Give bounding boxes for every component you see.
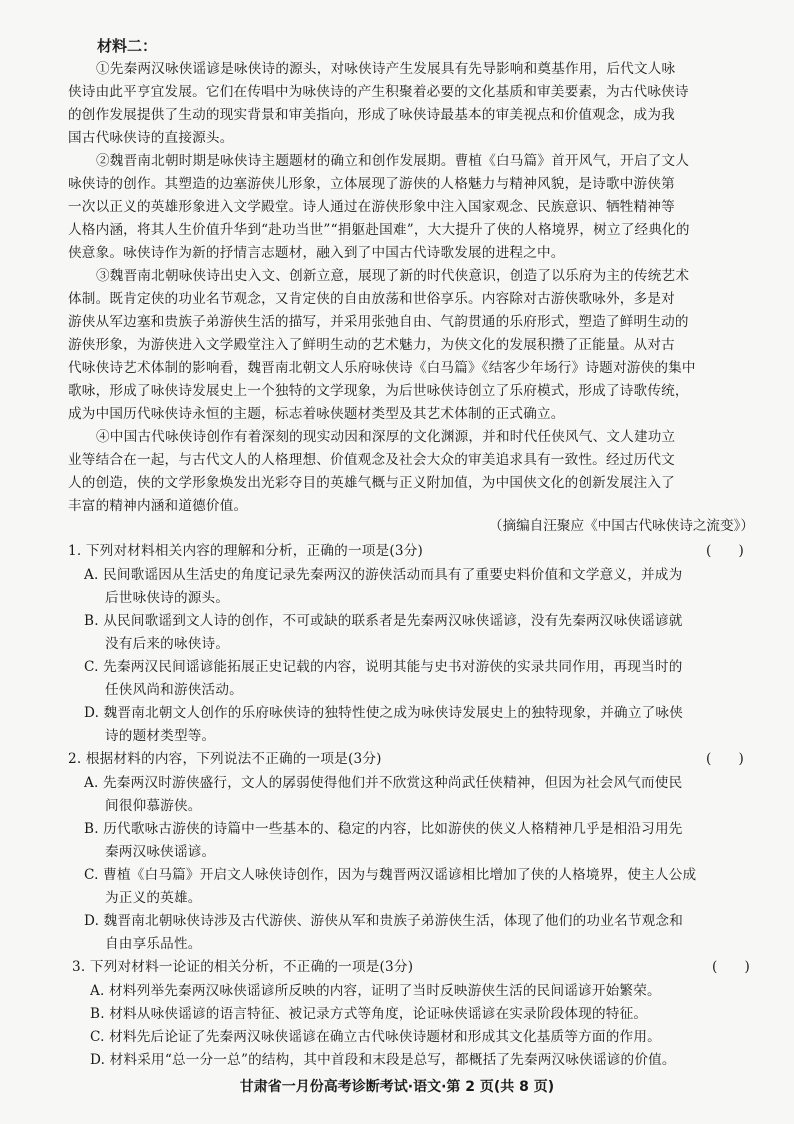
section-title: 材料二： <box>97 37 158 55</box>
paragraph-1-line: ①先秦两汉咏侠谣谚是咏侠诗的源头，对咏侠诗产生发展具有先导影响和奠基作用，后代文人咏 <box>96 61 676 77</box>
paragraph-3-line: 成为中国历代咏侠诗永恒的主题，标志着咏侠题材类型及其艺术体制的正式确立。 <box>68 406 565 422</box>
paragraph-3-line: 代咏侠诗艺术体制的影响看，魏晋南北朝文人乐府咏侠诗《白马篇》《结客少年场行》诗题对游侠的集中 <box>68 360 696 376</box>
paragraph-2-line: 咏侠诗的创作。其塑造的边塞游侠儿形象，立体展现了游侠的人格魅力与精神风貌，是诗歌中游侠第 <box>68 176 675 192</box>
question-3-option-b: B. 材料从咏侠谣谚的语言特征、被记录方式等角度，论证咏侠谣谚在实录阶段体现的特征。 <box>90 1006 648 1022</box>
source-citation: （摘编自汪聚应《中国古代咏侠诗之流变》） <box>488 518 754 534</box>
question-1-answer-blank[interactable]: ( ) <box>706 543 744 559</box>
question-1-option-c-cont: 任侠风尚和游侠活动。 <box>105 682 243 698</box>
paragraph-2-line: 侠意象。咏侠诗作为新的抒情言志题材，融入到了中国古代诗歌发展的进程之中。 <box>68 245 565 261</box>
question-2-stem: 2. 根据材料的内容，下列说法不正确的一项是(3分) <box>68 751 382 767</box>
paragraph-2-line: 一次以正义的英雄形象进入文学殿堂。诗人通过在游侠形象中注入国家观念、民族意识、牺牲精神等 <box>68 199 675 215</box>
question-2-option-c-cont: 为正义的英雄。 <box>105 890 202 906</box>
question-2-option-c: C. 曹植《白马篇》开启文人咏侠诗创作，因为与魏晋两汉谣谚相比增加了侠的人格境界，使主人公成 <box>84 867 697 883</box>
paragraph-1-line: 的创作发展提供了生动的现实背景和审美指向，形成了咏侠诗最基本的审美视点和价值观念，成为我 <box>68 107 675 123</box>
paragraph-4-line: 丰富的精神内涵和道德价值。 <box>68 498 248 514</box>
paragraph-3-line: ③魏晋南北朝咏侠诗出史入文、创新立意，展现了新的时代侠意识，创造了以乐府为主的传统艺术 <box>96 268 690 284</box>
question-2-option-b: B. 历代歌咏古游侠的诗篇中一些基本的、稳定的内容，比如游侠的侠义人格精神几乎是相沿习用先 <box>84 821 683 837</box>
question-2-answer-blank[interactable]: ( ) <box>706 751 744 767</box>
question-1-option-d: D. 魏晋南北朝文人创作的乐府咏侠诗的独特性使之成为咏侠诗发展史上的独特现象，并确立了咏侠 <box>84 705 683 721</box>
question-3-option-c: C. 材料先后论证了先秦两汉咏侠谣谚在确立古代咏侠诗题材和形成其文化基质等方面的作用。 <box>90 1029 661 1045</box>
question-2-option-b-cont: 秦两汉咏侠谣谚。 <box>105 844 216 860</box>
paragraph-3-line: 游侠形象，为游侠进入文学殿堂注入了鲜明生动的艺术魅力，为侠文化的发展积攒了正能量。从对古 <box>68 337 675 353</box>
paragraph-4-line: ④中国古代咏侠诗创作有着深刻的现实动因和深厚的文化渊源，并和时代任侠风气、文人建功立 <box>96 429 676 445</box>
paragraph-2-line: 人格内涵，将其人生价值升华到“赴功当世”“捐躯赴国难”，大大提升了侠的人格境界，树立了经典化的 <box>68 222 690 238</box>
question-2-option-d: D. 魏晋南北朝咏侠诗涉及古代游侠、游侠从军和贵族子弟游侠生活，体现了他们的功业名节观念和 <box>84 913 683 929</box>
paragraph-1-line: 国古代咏侠诗的直接源头。 <box>68 130 234 146</box>
question-2-option-d-cont: 自由享乐品性。 <box>105 936 202 952</box>
paragraph-1-line: 侠诗由此平亨宜发展。它们在传唱中为咏侠诗的产生积聚着必要的文化基质和审美要素，为古代咏侠诗 <box>68 84 689 100</box>
paragraph-4-line: 业等结合在一起，与古代文人的人格理想、价值观念及社会大众的审美追求具有一致性。经过历代文 <box>68 452 675 468</box>
question-3-option-a: A. 材料列举先秦两汉咏侠谣谚所反映的内容，证明了当时反映游侠生活的民间谣谚开始繁荣。 <box>90 983 661 999</box>
question-2-option-a-cont: 间很仰慕游侠。 <box>105 798 202 814</box>
paragraph-3-line: 游侠从军边塞和贵族子弟游侠生活的描写，并采用张弛自由、气韵贯通的乐府形式，塑造了鲜明生动的 <box>68 314 689 330</box>
question-1-option-a: A. 民间歌谣因从生活史的角度记录先秦两汉的游侠活动而具有了重要史料价值和文学意义，并成为 <box>84 567 683 583</box>
question-1-option-c: C. 先秦两汉民间谣谚能拓展正史记载的内容，说明其能与史书对游侠的实录共同作用，再现当时的 <box>84 659 683 675</box>
paragraph-3-line: 体制。既肯定侠的功业名节观念，又肯定侠的自由放荡和世俗享乐。内容除对古游侠歌咏外，多是对 <box>68 291 675 307</box>
question-1-option-d-cont: 诗的题材类型等。 <box>105 728 216 744</box>
paragraph-3-line: 歌咏，形成了咏侠诗发展史上一个独特的文学现象，为后世咏侠诗创立了乐府模式，形成了诗歌传统， <box>68 383 689 399</box>
question-1-option-b: B. 从民间歌谣到文人诗的创作，不可或缺的联系者是先秦两汉咏侠谣谚，没有先秦两汉咏侠谣谚就 <box>84 613 683 629</box>
question-3-answer-blank[interactable]: ( ) <box>712 959 750 975</box>
question-1-stem: 1. 下列对材料相关内容的理解和分析，正确的一项是(3分) <box>68 543 424 559</box>
question-1-option-b-cont: 没有后来的咏侠诗。 <box>105 636 230 652</box>
question-3-stem: 3. 下列对材料一论证的相关分析，不正确的一项是(3分) <box>72 959 414 975</box>
paragraph-2-line: ②魏晋南北朝时期是咏侠诗主题题材的确立和创作发展期。曹植《白马篇》首开风气，开启了文人 <box>96 153 690 169</box>
question-2-option-a: A. 先秦两汉时游侠盛行，文人的孱弱使得他们并不欣赏这种尚武任侠精神，但因为社会风气而使民 <box>84 775 683 791</box>
paragraph-4-line: 人的创造，侠的文学形象焕发出光彩夺目的英雄气概与正义附加值，为中国侠文化的创新发展注入了 <box>68 475 675 491</box>
question-1-option-a-cont: 后世咏侠诗的源头。 <box>105 590 230 606</box>
question-3-option-d: D. 材料采用“总一分一总”的结构，其中首段和末段是总写，都概括了先秦两汉咏侠谣谚的价值。 <box>90 1052 676 1068</box>
page-footer: 甘肃省一月份高考诊断考试·语文·第 2 页(共 8 页) <box>239 1079 555 1095</box>
